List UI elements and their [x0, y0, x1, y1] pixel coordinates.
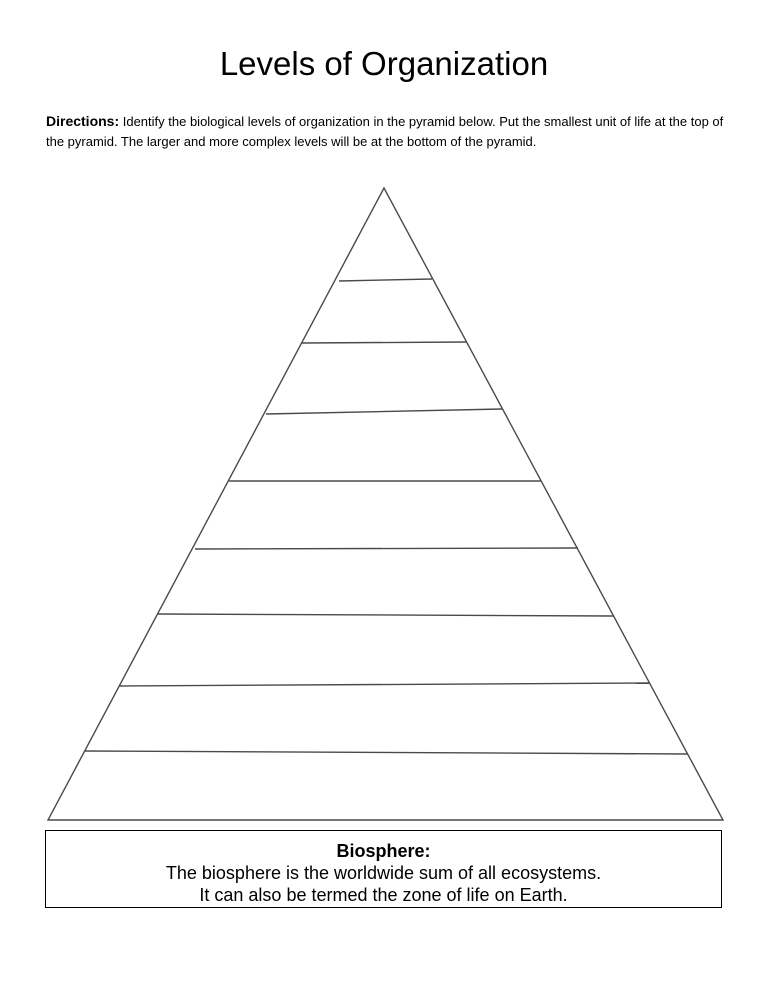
directions-text: Identify the biological levels of organization in the pyramid below. Put the smallest unit of life at the top of the pyramid. The larger and more complex levels will be at the bottom of the pyramid. — [46, 114, 724, 149]
pyramid-level-divider — [85, 751, 688, 754]
pyramid-outline — [48, 188, 723, 820]
pyramid-level-divider — [119, 683, 649, 686]
biosphere-heading: Biosphere: — [336, 841, 431, 861]
directions-label: Directions: — [46, 113, 120, 129]
pyramid-level-divider — [158, 614, 614, 616]
pyramid-level-divider — [302, 342, 466, 343]
biosphere-description-line-2: It can also be termed the zone of life on Earth. — [199, 885, 568, 905]
page-title: Levels of Organization — [219, 45, 549, 82]
biosphere-description-line-1: The biosphere is the worldwide sum of all ecosystems. — [165, 863, 602, 883]
pyramid-level-divider — [195, 548, 578, 549]
pyramid-level-divider — [339, 279, 432, 281]
pyramid-level-divider — [266, 409, 502, 414]
biosphere-box — [45, 830, 722, 908]
